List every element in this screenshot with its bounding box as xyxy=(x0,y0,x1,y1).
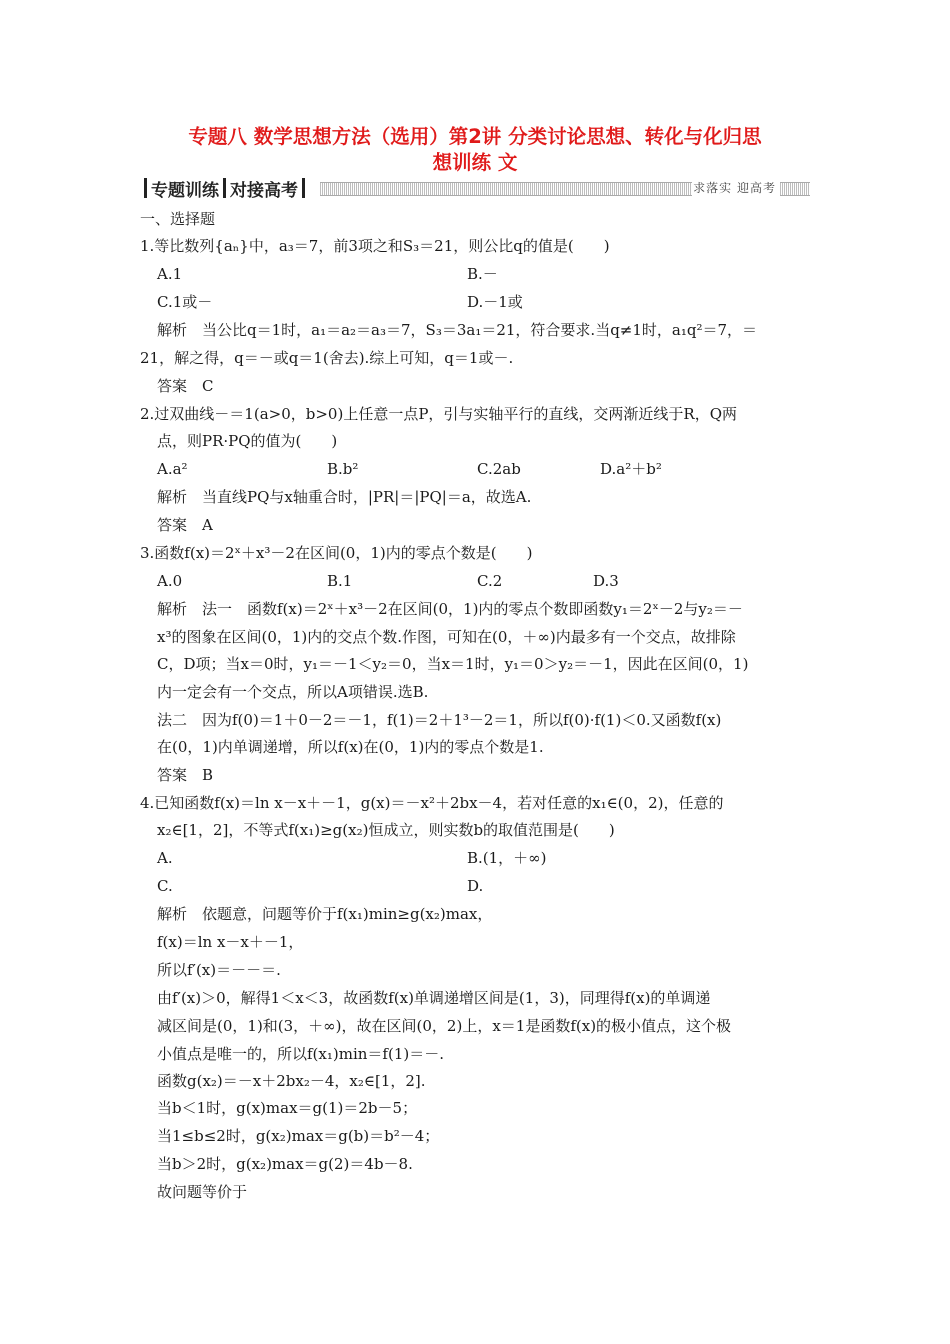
q3-solution-line-3: C，D项；当x＝0时，y₁＝－1＜y₂＝0，当x＝1时，y₁＝0＞y₂＝－1，因此在区间(0，1) xyxy=(157,655,749,673)
q3-solution-line-2: x³的图象在区间(0，1)内的交点个数.作图，可知在(0，＋∞)内最多有一个交点，故排除 xyxy=(157,628,736,646)
q1-option-d: D.－1或 xyxy=(467,293,523,311)
banner-divider xyxy=(302,178,305,198)
banner-left xyxy=(140,176,309,200)
q4-solution-line-3: 所以f′(x)＝－－＝. xyxy=(157,961,281,979)
banner-stripe-end xyxy=(780,182,810,196)
q3-solution-line-5: 法二 因为f(0)＝1＋0－2＝－1，f(1)＝2＋1³－2＝1，所以f(0)·f(1)＜0.又函数f(x) xyxy=(157,711,722,729)
q2-solution: 解析 当直线PQ与x轴重合时，|PR|＝|PQ|＝a，故选A. xyxy=(157,488,532,506)
q1-solution-line-2: 21，解之得，q＝－或q＝1(舍去).综上可知，q＝1或－. xyxy=(140,349,514,367)
section-banner xyxy=(140,176,810,200)
q4-solution-line-1: 解析 依题意，问题等价于f(x₁)min≥g(x₂)max， xyxy=(157,905,493,923)
q2-option-c: C.2ab xyxy=(477,460,521,478)
q2-option-b: B.b² xyxy=(327,460,359,478)
q4-option-a: A. xyxy=(157,849,173,867)
banner-slogan: 求落实 迎高考 xyxy=(693,181,776,195)
q3-option-a: A.0 xyxy=(157,572,183,590)
q2-stem-line-1: 2.过双曲线－＝1(a>0，b>0)上任意一点P，引与实轴平行的直线，交两渐近线于R，Q两 xyxy=(140,405,738,423)
q3-stem: 3.函数f(x)＝2ˣ＋x³－2在区间(0，1)内的零点个数是( ) xyxy=(140,544,533,562)
q1-stem: 1.等比数列{aₙ}中，a₃＝7，前3项之和S₃＝21，则公比q的值是( ) xyxy=(140,237,610,255)
q4-solution-line-8: 当b＜1时，g(x)max＝g(1)＝2b－5； xyxy=(157,1099,418,1117)
q4-option-c: C. xyxy=(157,877,173,895)
q3-solution-line-4: 内一定会有一个交点，所以A项错误.选B. xyxy=(157,683,429,701)
q1-solution-line-1: 解析 当公比q＝1时，a₁＝a₂＝a₃＝7，S₃＝3a₁＝21，符合要求.当q≠1时，a₁q²＝7，＝ xyxy=(157,321,758,339)
q2-stem-line-2: 点，则PR·PQ的值为( ) xyxy=(157,432,338,450)
q4-option-d: D. xyxy=(467,877,484,895)
banner-label-1: 专题训练 xyxy=(151,180,219,201)
banner-label-2: 对接高考 xyxy=(230,180,298,201)
q4-solution-line-6: 小值点是唯一的，所以f(x₁)min＝f(1)＝－. xyxy=(157,1045,444,1063)
q4-solution-line-4: 由f′(x)＞0，解得1＜x＜3，故函数f(x)单调递增区间是(1，3)，同理得f(x)的单调递 xyxy=(157,989,711,1007)
q3-solution-line-6: 在(0，1)内单调递增，所以f(x)在(0，1)内的零点个数是1. xyxy=(157,738,544,756)
q4-solution-line-11: 故问题等价于 xyxy=(157,1183,248,1201)
q2-answer: 答案 A xyxy=(157,516,213,534)
q3-answer: 答案 B xyxy=(157,766,214,784)
q4-solution-line-7: 函数g(x₂)＝－x＋2bx₂－4，x₂∈[1，2]. xyxy=(157,1072,426,1090)
banner-divider xyxy=(144,178,147,198)
q4-solution-line-2: f(x)＝ln x－x＋－1， xyxy=(157,933,304,951)
q3-option-d: D.3 xyxy=(593,572,619,590)
q3-option-b: B.1 xyxy=(327,572,353,590)
q3-solution-line-1: 解析 法一 函数f(x)＝2ˣ＋x³－2在区间(0，1)内的零点个数即函数y₁＝2ˣ－2与y₂＝－ xyxy=(157,600,743,618)
q4-stem-line-1: 4.已知函数f(x)＝ln x－x＋－1，g(x)＝－x²＋2bx－4，若对任意的x₁∈(0，2)，任意的 xyxy=(140,794,724,812)
q1-option-a: A.1 xyxy=(157,265,183,283)
q1-option-b: B.－ xyxy=(467,265,498,283)
title-line-2: 想训练 文 xyxy=(432,151,518,174)
q3-option-c: C.2 xyxy=(477,572,503,590)
q4-option-b: B.(1，＋∞) xyxy=(467,849,547,867)
q2-option-a: A.a² xyxy=(157,460,188,478)
section-heading: 一、选择题 xyxy=(140,210,216,228)
q4-solution-line-10: 当b＞2时，g(x₂)max＝g(2)＝4b－8. xyxy=(157,1155,413,1173)
banner-divider xyxy=(223,178,226,198)
document-title xyxy=(120,124,830,176)
q2-option-d: D.a²＋b² xyxy=(600,460,662,478)
q4-solution-line-9: 当1≤b≤2时，g(x₂)max＝g(b)＝b²－4； xyxy=(157,1127,440,1145)
banner-stripe xyxy=(320,182,692,196)
q4-stem-line-2: x₂∈[1，2]，不等式f(x₁)≥g(x₂)恒成立，则实数b的取值范围是( ) xyxy=(157,821,615,839)
q1-option-c: C.1或－ xyxy=(157,293,213,311)
title-line-1: 专题八 数学思想方法（选用）第2讲 分类讨论思想、转化与化归思 xyxy=(188,125,762,148)
q4-solution-line-5: 减区间是(0，1)和(3，＋∞)，故在区间(0，2)上，x＝1是函数f(x)的极小值点，这个极 xyxy=(157,1017,732,1035)
q1-answer: 答案 C xyxy=(157,377,214,395)
